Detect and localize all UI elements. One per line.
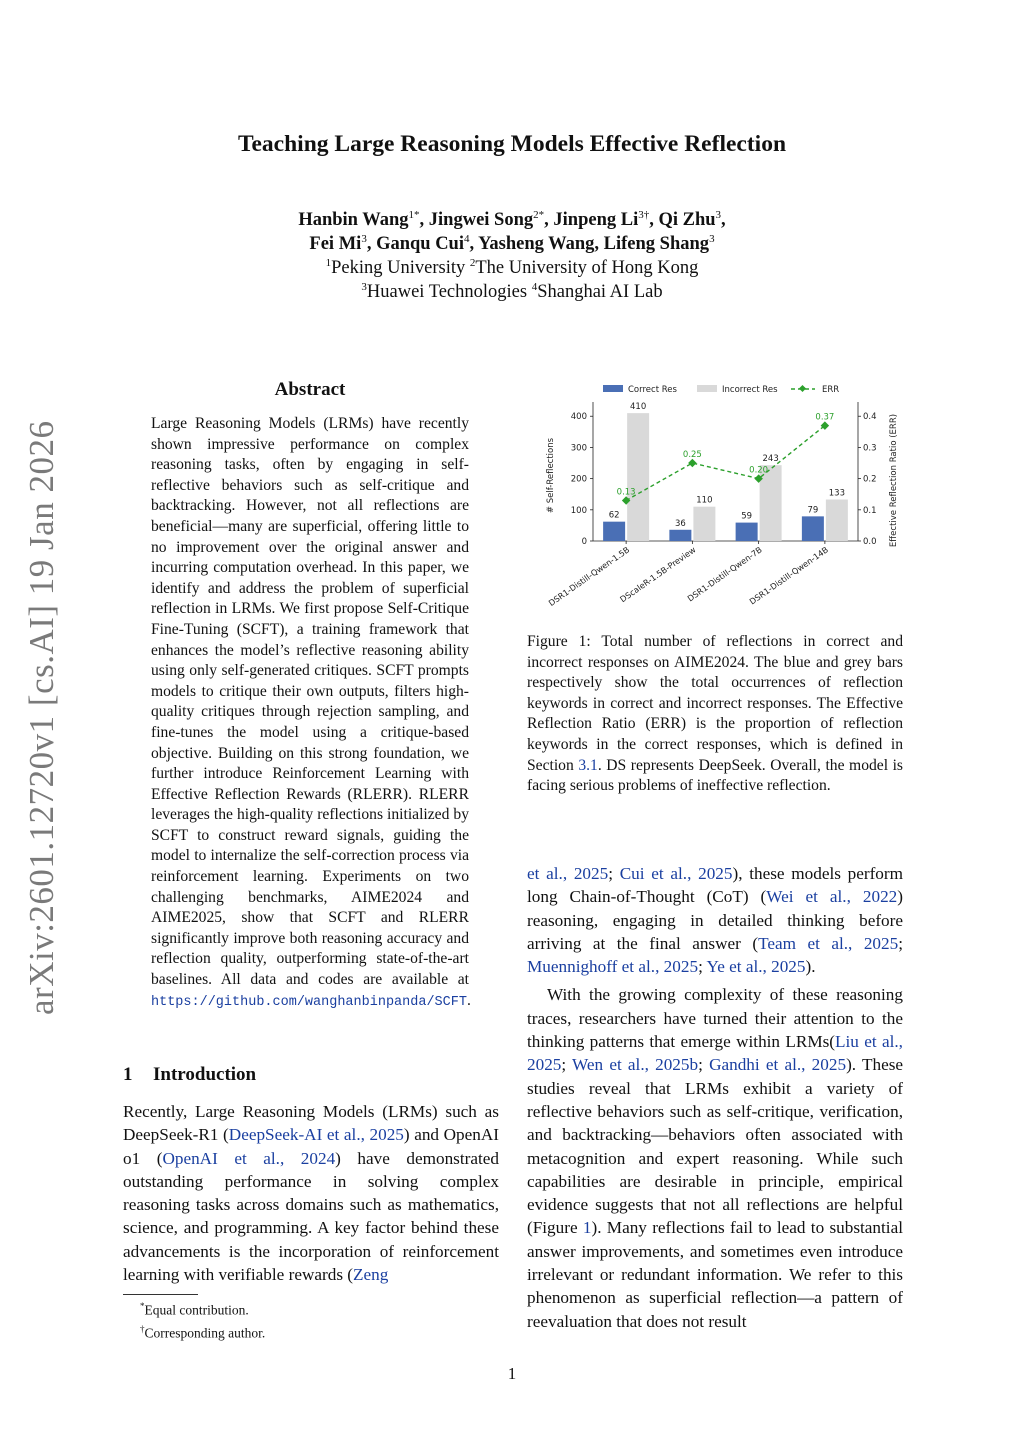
y-axis-label: # Self-Reflections: [546, 437, 556, 514]
paragraph: et al., 2025; Cui et al., 2025), these models perform long Chain-of-Thought (CoT) (Wei et al., 2022) reasoning, engaging in detailed thinking before arriving at the final answer (Team et al., 2025; Muennighoff et al., 2025; Ye et al., 2025).: [527, 864, 903, 977]
page-number: 1: [507, 1364, 517, 1383]
bar-incorrect-res: [627, 413, 649, 541]
citation-link[interactable]: Wei et al., 2022: [766, 887, 898, 907]
bar-incorrect-res: [826, 500, 848, 541]
bar-correct-res: [669, 530, 691, 541]
x-tick-label: DSR1-Distill-Qwen-7B: [685, 544, 764, 604]
y2-axis-label: Effective Reflection Ratio (ERR): [889, 413, 899, 548]
affiliation-line-1: $^1$Peking University $^2$The University of Hong Kong: [325, 257, 699, 279]
bar-value-label: 62: [608, 510, 620, 521]
section-reference-link[interactable]: 3.1: [578, 756, 598, 774]
x-tick-label: DSR1-Distill-Qwen-1.5B: [546, 544, 632, 608]
bar-incorrect-res: [760, 465, 782, 541]
y-tick-label: 0: [581, 537, 587, 547]
legend-marker-err: [799, 385, 806, 392]
citation-link[interactable]: Zeng: [353, 1265, 389, 1285]
footnote-rule: [123, 1294, 198, 1295]
y2-tick-label: 0.1: [863, 505, 877, 516]
legend-label: Incorrect Res: [722, 385, 778, 395]
citation-link[interactable]: Wen et al., 2025b: [572, 1055, 699, 1075]
figure-reference-link[interactable]: 1: [582, 1218, 592, 1238]
arxiv-identifier: arXiv:2601.12720v1 [cs.AI] 19 Jan 2026: [22, 420, 61, 1015]
y-tick-label: 400: [570, 412, 587, 423]
paper-title: Teaching Large Reasoning Models Effective Reflection: [237, 131, 787, 157]
y2-tick-label: 0.4: [863, 412, 877, 423]
bar-value-label: 243: [762, 454, 779, 465]
footnotes: [140, 1297, 265, 1343]
bar-value-label: 36: [674, 518, 686, 529]
citation-link[interactable]: et al., 2025: [527, 864, 609, 883]
bar-correct-res: [603, 522, 625, 541]
bar-value-label: 110: [696, 495, 713, 506]
bar-correct-res: [736, 523, 758, 541]
legend-label: ERR: [822, 385, 840, 395]
abstract-text: Large Reasoning Models (LRMs) have recently shown impressive performance on complex reasoning tasks, often by engaging in self-reflective behaviors such as self-critique and backtracking. However, not all reflections are beneficial—many are superficial, offering little to no improvement over the original answer and incurring computation overhead. In this paper, we identify and address the problem of superficial reflection in LRMs. We first propose Self-Critique Fine-Tuning (SCFT), a training framework that enhances the model’s reflective reasoning ability using only self-generated critiques. SCFT prompts models to critique their own outputs, filters high-quality critiques through rejection sampling, and fine-tunes the model using a critique-based objective. Building on this strong foundation, we further introduce Reinforcement Learning with Effective Reflection Rewards (RLERR). RLERR leverages the high-quality reflections initialized by SCFT to construct reward signals, guiding the model to internalize the self-correction process via reinforcement learning. Experiments on two challenging benchmarks, AIME2024 and AIME2025, show that SCFT and RLERR significantly improve both reasoning accuracy and reflection quality, outperforming state-of-the-art baselines. All data and codes are available at: [151, 415, 469, 989]
abstract-body: Large Reasoning Models (LRMs) have recently shown impressive performance on complex reasoning tasks, often by engaging in self-reflective behaviors such as self-critique and backtracking. However, not all reflections are beneficial—many are superficial, offering little to no improvement over the original answer and incurring computation overhead. In this paper, we identify and address the problem of superficial reflection in LRMs. We first propose Self-Critique Fine-Tuning (SCFT), a training framework that enhances the model’s reflective reasoning ability using only self-generated critiques. SCFT prompts models to critique their own outputs, filters high-quality critiques through rejection sampling, and fine-tunes the model using a critique-based objective. Building on this strong foundation, we further introduce Reinforcement Learning with Effective Reflection Rewards (RLERR). RLERR leverages the high-quality reflections initialized by SCFT to construct reward signals, guiding the model to internalize the self-correction process via reinforcement learning. Experiments on two challenging benchmarks, AIME2024 and AIME2025, show that SCFT and RLERR significantly improve both reasoning accuracy and reflection quality, outperforming state-of-the-art baselines. All data and codes are available at https://github.com/wanghanbinpanda/SCFT.: [151, 415, 471, 1010]
citation-link[interactable]: DeepSeek-AI et al., 2025: [228, 1125, 404, 1145]
figure-1-chart: [525, 378, 915, 618]
footnote-equal-contribution: *Equal contribution.: [140, 1301, 249, 1318]
citation-link[interactable]: Cui et al., 2025: [619, 864, 733, 883]
err-line: [626, 426, 825, 501]
citation-link[interactable]: Gandhi et al., 2025: [709, 1055, 847, 1075]
bar-value-label: 410: [630, 402, 647, 413]
affiliation-line-2: $^3$Huawei Technologies $^4$Shanghai AI Lab: [361, 281, 663, 303]
footnote-corresponding-author: †Corresponding author.: [140, 1324, 266, 1341]
y2-tick-label: 0.0: [863, 537, 877, 547]
bar-incorrect-res: [693, 507, 715, 541]
figure-1-caption: Figure 1: Total number of reflections in correct and incorrect responses on AIME2024. The blue and grey bars respectively show the total occurrences of reflection keywords in correct and incorrect responses. The Effective Reflection Ratio (ERR) is the proportion of reflection keywords in the correct responses, which is defined in Section 3.1. DS represents DeepSeek. Overall, the model is facing serious problems of ineffective reflection.: [527, 633, 903, 795]
legend-swatch-correct: [603, 385, 623, 392]
citation-link[interactable]: Liu et al., 2025: [527, 1032, 903, 1075]
x-tick-label: DSR1-Distill-Qwen-14B: [747, 544, 831, 607]
x-tick-label: DScaleR-1.5B-Preview: [617, 544, 698, 605]
bar-value-label: 79: [807, 505, 819, 516]
err-value-label: 0.13: [616, 487, 636, 498]
paragraph: With the growing complexity of these reasoning traces, researchers have turned their attention to the thinking patterns that emerge within LRMs(Liu et al., 2025; Wen et al., 2025b; Gandhi et al., 2025). These studies reveal that LRMs exhibit a variety of reflective behaviors such as self-critique, verification, and backtracking—behaviors often associated with metacognition and expert reasoning. While such capabilities are desirable in principle, empirical evidence suggests that not all reflections are helpful (Figure 1). Many reflections fail to lead to substantial answer improvements, and sometimes even introduce irrelevant or redundant information. We refer to this phenomenon as superficial reflection—a pattern of reevaluation that does not result: [527, 985, 904, 1331]
citation-link[interactable]: OpenAI et al., 2024: [162, 1148, 336, 1168]
y-tick-label: 300: [570, 443, 587, 454]
y-tick-label: 100: [570, 505, 587, 516]
citation-link[interactable]: Team et al., 2025: [758, 933, 899, 953]
bar-value-label: 59: [741, 511, 753, 522]
abstract-heading: Abstract: [274, 379, 346, 400]
legend-label: Correct Res: [628, 385, 677, 395]
err-value-label: 0.37: [815, 412, 835, 423]
author-line-1: Hanbin Wang$^{1*}$, Jingwei Song$^{2*}$, Jinpeng $Li^{3\dagger}$, Qi Zhu$^3$,: [298, 209, 726, 231]
err-value-label: 0.25: [682, 450, 702, 461]
legend-swatch-incorrect: [697, 385, 717, 392]
bar-correct-res: [802, 516, 824, 541]
right-column-text: [527, 862, 903, 1333]
y2-tick-label: 0.2: [863, 474, 877, 485]
err-point: [688, 459, 696, 467]
citation-link[interactable]: Ye et al., 2025: [706, 957, 806, 977]
section-heading-introduction: 1 Introduction: [123, 1064, 257, 1085]
code-link[interactable]: https://github.com/wanghanbinpanda/SCFT: [151, 994, 467, 1010]
introduction-paragraph: Recently, Large Reasoning Models (LRMs) such as DeepSeek-R1 (DeepSeek-AI et al., 2025) and OpenAI o1 (OpenAI et al., 2024) have demonstrated outstanding performance in solving complex reasoning tasks across domains such as mathematics, science, and programming. A key factor behind these advancements is the incorporation of reinforcement learning with verifiable rewards (Zeng: [123, 1102, 499, 1285]
err-value-label: 0.20: [749, 465, 769, 476]
citation-link[interactable]: Muennighoff et al., 2025: [527, 957, 699, 977]
bar-value-label: 133: [828, 488, 845, 499]
y2-tick-label: 0.3: [863, 443, 877, 454]
author-line-2: Fei Mi$^3$, Ganqu Cui$^4$, Yasheng Wang, Lifeng Shang$^3$: [309, 233, 715, 255]
y-tick-label: 200: [570, 474, 587, 485]
